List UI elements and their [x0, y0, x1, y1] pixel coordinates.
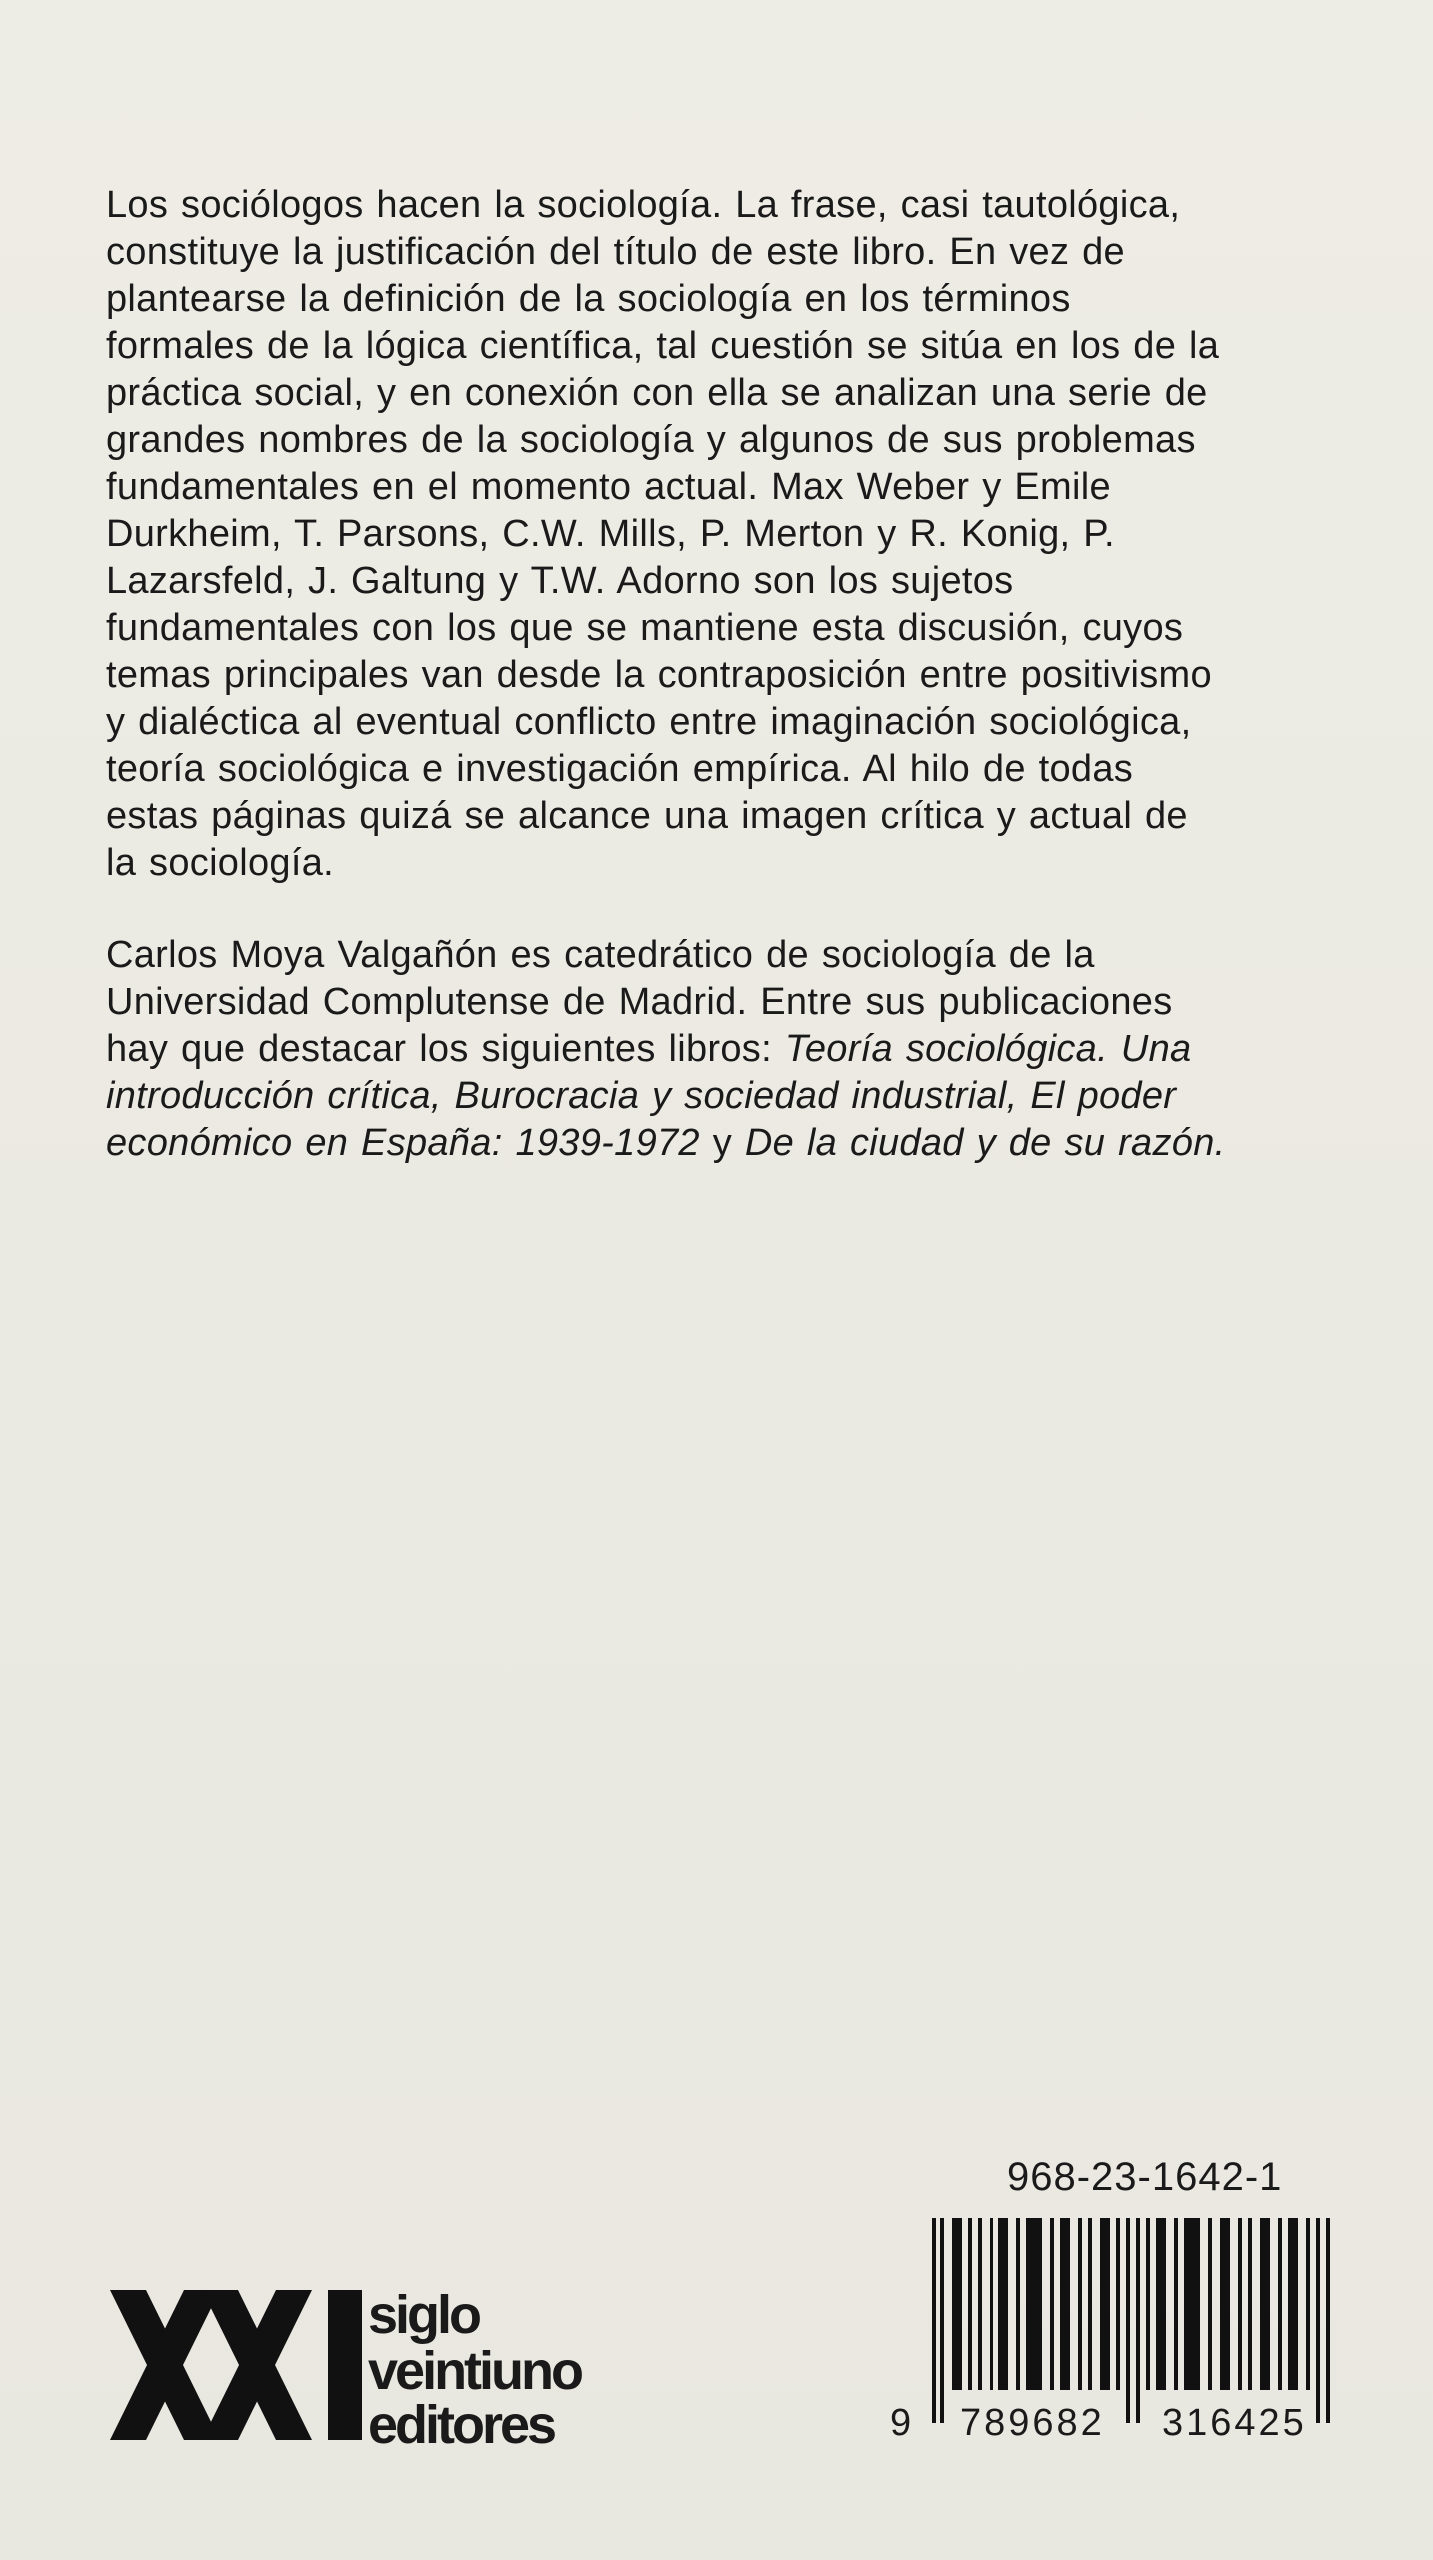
book-title-italic: económico en España: 1939-1972: [106, 1122, 700, 1164]
author-biography: [106, 932, 1356, 1167]
book-title-italic: Teoría sociológica. Una: [784, 1028, 1192, 1070]
publisher-name-line: veintiuno: [368, 2341, 581, 2401]
book-description: Los sociólogos hacen la sociología. La frase, casi tautológica, constituye la justificación del título de este libro. En vez de plantearse la definición de la sociología en los términos formales de la lógica científica, tal cuestión se sitúa en los de la práctica social, y en conexión con ella se analizan una serie de grandes nombres de la sociología y algunos de sus problemas fundamentales en el momento actual. Max Weber y Emile Durkheim, T. Parsons, C.W. Mills, P. Merton y R. Konig, P. Lazarsfeld, J. Galtung y T.W. Adorno son los sujetos fundamentales con los que se mantiene esta discusión, cuyos temas principales van desde la contraposición entre positivismo y dialéctica al eventual conflicto entre imaginación sociológica, teoría sociológica e investigación empírica. Al hilo de todas estas páginas quizá se alcance una imagen crítica y actual de la sociología.: [106, 184, 1220, 884]
barcode-digits-left: 789682: [960, 2402, 1105, 2444]
author-bio-line: [106, 1026, 1356, 1073]
isbn-label: 968-23-1642-1: [1007, 2155, 1283, 2199]
author-bio-line: Universidad Complutense de Madrid. Entre sus publicaciones: [106, 981, 1173, 1023]
publisher-name-line: editores: [368, 2395, 555, 2455]
barcode-digit-prefix: 9: [890, 2402, 915, 2444]
author-bio-line: [106, 1073, 1356, 1120]
book-title-italic: De la ciudad y de su razón.: [744, 1122, 1226, 1164]
publisher-name-line: siglo: [368, 2285, 480, 2345]
publisher-logo-icon: [110, 2290, 365, 2445]
author-bio-line: Carlos Moya Valgañón es catedrático de sociología de la: [106, 934, 1095, 976]
author-bio-text: hay que destacar los siguientes libros:: [106, 1028, 785, 1070]
barcode-icon: [928, 2218, 1368, 2423]
author-bio-text: y: [699, 1122, 745, 1164]
book-titles-italic: introducción crítica, Burocracia y sociedad industrial, El poder: [106, 1075, 1177, 1117]
barcode-digits-right: 316425: [1162, 2402, 1307, 2444]
author-bio-line: [106, 1120, 1356, 1167]
